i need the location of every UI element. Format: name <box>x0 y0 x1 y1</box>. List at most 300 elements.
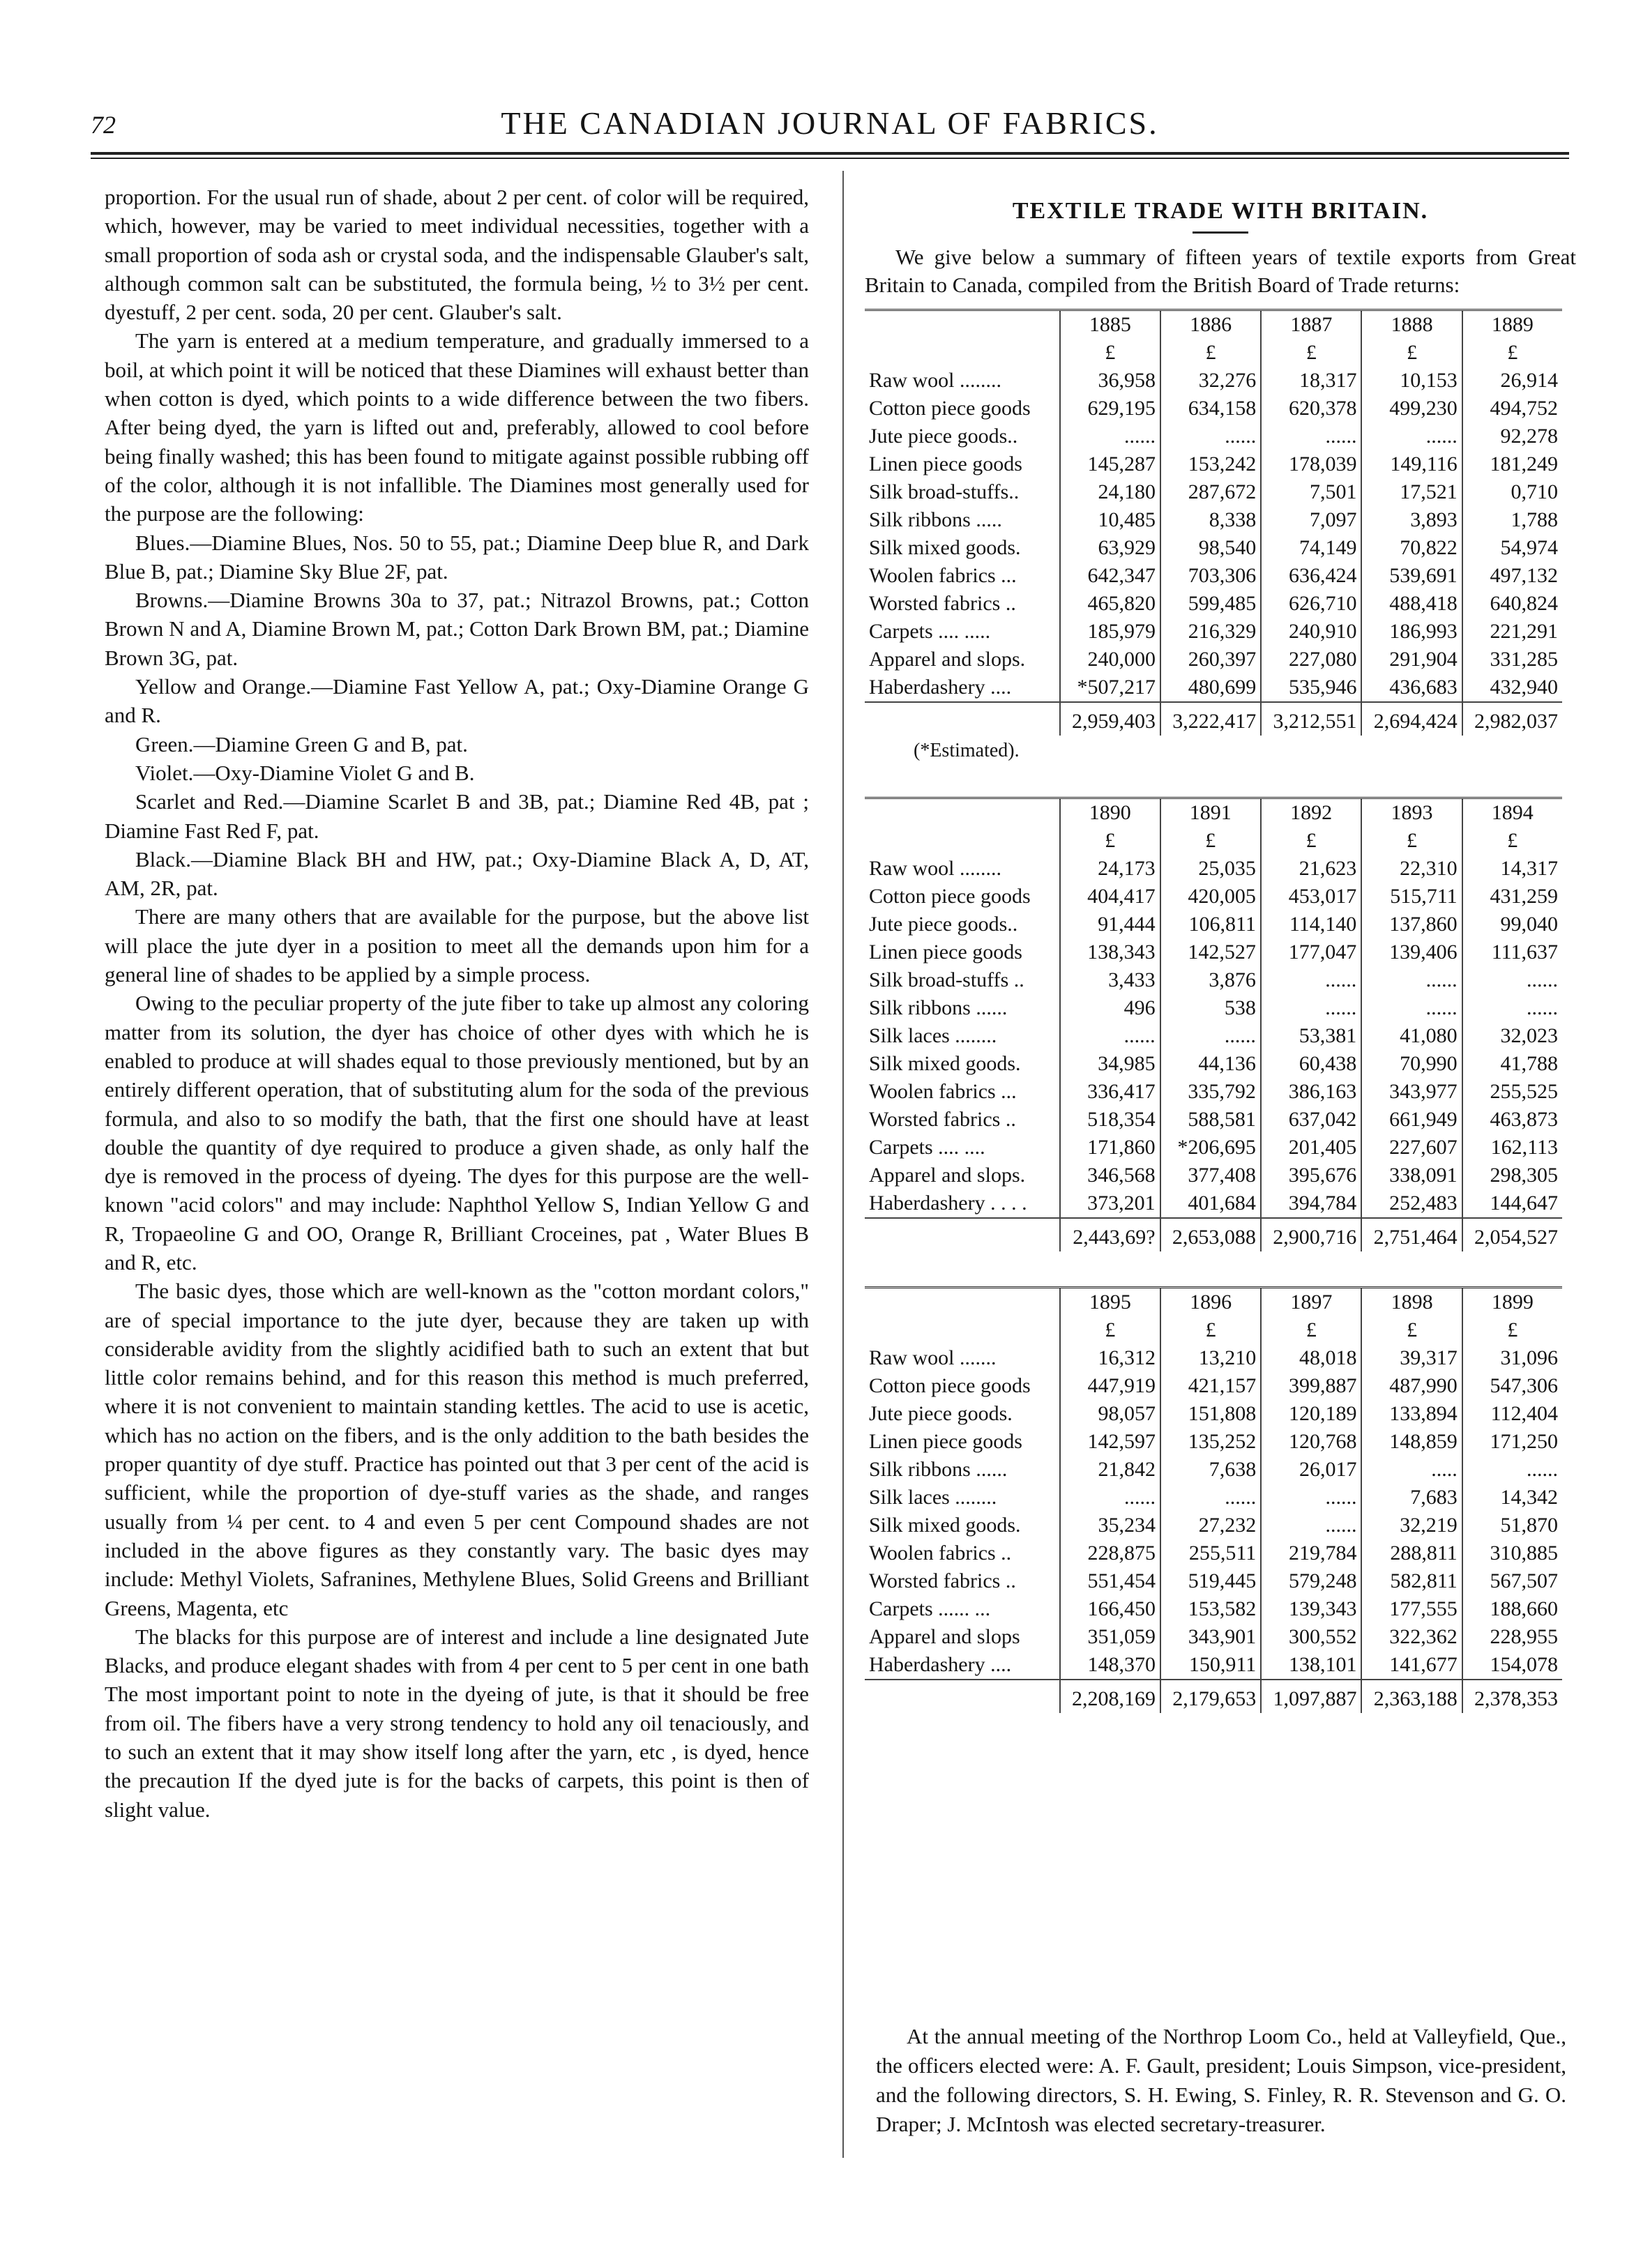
table-cell: 287,672 <box>1160 478 1261 506</box>
news-note-text: At the annual meeting of the Northrop Loom Co., held at Valleyfield, Que., the officers elected were: A. F. Gault, president; Louis Simpson, vice-president, and the following directors, S. H. Ewing, S. Finley, R. R. Stevenson and G. O. Draper; J. McIntosh was elected secretary-treasurer. <box>876 2024 1566 2136</box>
currency-symbol: £ <box>1160 1316 1261 1344</box>
table-row <box>865 506 1562 534</box>
table-cell: 139,343 <box>1261 1595 1361 1623</box>
table-cell: 432,940 <box>1462 673 1562 702</box>
table-cell: 227,607 <box>1361 1134 1462 1162</box>
table-cell: 496 <box>1060 994 1160 1022</box>
table-cell: 138,343 <box>1060 938 1160 966</box>
table-row <box>865 562 1562 590</box>
table-cell: 421,157 <box>1160 1372 1261 1400</box>
table-cell: 188,660 <box>1462 1595 1562 1623</box>
total-cell: 2,900,716 <box>1261 1218 1361 1251</box>
table-cell: 336,417 <box>1060 1078 1160 1106</box>
table-cell: 162,113 <box>1462 1134 1562 1162</box>
table-cell: 227,080 <box>1261 646 1361 673</box>
table-cell: 703,306 <box>1160 562 1261 590</box>
table-cell: 351,059 <box>1060 1623 1160 1651</box>
table-cell: 634,158 <box>1160 395 1261 423</box>
total-cell: 2,694,424 <box>1361 702 1462 736</box>
table-row <box>865 1050 1562 1078</box>
table-cell: *507,217 <box>1060 673 1160 702</box>
currency-symbol: £ <box>1160 339 1261 367</box>
table-cell: 404,417 <box>1060 883 1160 911</box>
table-cell: 228,955 <box>1462 1623 1562 1651</box>
currency-symbol: £ <box>1361 339 1462 367</box>
row-label: Haberdashery .... <box>869 676 1012 699</box>
row-label: Jute piece goods.. <box>869 425 1018 448</box>
currency-symbol: £ <box>1261 1316 1361 1344</box>
currency-symbol: £ <box>1060 339 1160 367</box>
dye-list-green: Green.—Diamine Green G and B, pat. <box>135 731 468 756</box>
trade-table <box>865 309 1562 736</box>
title-rule <box>1193 231 1248 234</box>
table-cell: 629,195 <box>1060 395 1160 423</box>
year-header: 1896 <box>1160 1288 1261 1317</box>
row-label: Worsted fabrics .. <box>869 1569 1016 1592</box>
table-cell: 91,444 <box>1060 911 1160 938</box>
table-cell: 25,035 <box>1160 855 1261 883</box>
totals-row <box>865 1680 1562 1713</box>
row-label: Haberdashery . . . . <box>869 1192 1027 1215</box>
table-cell: 518,354 <box>1060 1106 1160 1134</box>
table-cell: 98,540 <box>1160 534 1261 562</box>
year-header: 1886 <box>1160 310 1261 340</box>
table-cell: 114,140 <box>1261 911 1361 938</box>
table-cell: 32,219 <box>1361 1512 1462 1539</box>
table-cell: 0,710 <box>1462 478 1562 506</box>
row-label: Raw wool ........ <box>869 857 1001 880</box>
currency-row <box>865 827 1562 855</box>
year-header: 1885 <box>1060 310 1160 340</box>
currency-symbol: £ <box>1261 339 1361 367</box>
table-cell: ...... <box>1261 1484 1361 1512</box>
table-cell: 32,023 <box>1462 1022 1562 1050</box>
table-cell: 620,378 <box>1261 395 1361 423</box>
table-cell: 3,433 <box>1060 966 1160 994</box>
table-cell: 21,623 <box>1261 855 1361 883</box>
year-header: 1890 <box>1060 798 1160 828</box>
totals-row <box>865 702 1562 736</box>
table-cell: 186,993 <box>1361 618 1462 646</box>
table-cell: 240,910 <box>1261 618 1361 646</box>
table-cell: 219,784 <box>1261 1539 1361 1567</box>
trade-table <box>865 1286 1562 1713</box>
row-label: Woolen fabrics ... <box>869 1080 1017 1103</box>
table-cell: ...... <box>1462 966 1562 994</box>
table-cell: 181,249 <box>1462 450 1562 478</box>
table-row <box>865 911 1562 938</box>
table-cell: 228,875 <box>1060 1539 1160 1567</box>
row-label: Carpets .... ..... <box>869 620 991 643</box>
table-cell: 252,483 <box>1361 1189 1462 1218</box>
table-cell: 373,201 <box>1060 1189 1160 1218</box>
table-cell: 465,820 <box>1060 590 1160 618</box>
table-cell: 153,582 <box>1160 1595 1261 1623</box>
table-cell: 34,985 <box>1060 1050 1160 1078</box>
table-cell: 637,042 <box>1261 1106 1361 1134</box>
row-label: Linen piece goods <box>869 941 1022 964</box>
table-cell: 120,189 <box>1261 1400 1361 1428</box>
table-cell: 31,096 <box>1462 1344 1562 1372</box>
currency-symbol: £ <box>1361 1316 1462 1344</box>
table-cell: 7,638 <box>1160 1456 1261 1484</box>
table-cell: ...... <box>1462 1456 1562 1484</box>
table-cell: 338,091 <box>1361 1162 1462 1189</box>
table-cell: ...... <box>1361 966 1462 994</box>
table-cell: 640,824 <box>1462 590 1562 618</box>
table-cell: 32,276 <box>1160 367 1261 395</box>
table-cell: 395,676 <box>1261 1162 1361 1189</box>
table-row <box>865 994 1562 1022</box>
table-cell: 14,342 <box>1462 1484 1562 1512</box>
trade-table <box>865 797 1562 1251</box>
row-label: Silk laces ........ <box>869 1024 997 1047</box>
table-cell: 377,408 <box>1160 1162 1261 1189</box>
table-cell: 343,977 <box>1361 1078 1462 1106</box>
page-number: 72 <box>91 111 116 139</box>
table-cell: ...... <box>1160 1484 1261 1512</box>
table-cell: 17,521 <box>1361 478 1462 506</box>
row-label: Carpets .... .... <box>869 1136 985 1159</box>
table-cell: 401,684 <box>1160 1189 1261 1218</box>
table-cell: 137,860 <box>1361 911 1462 938</box>
table-cell: 153,242 <box>1160 450 1261 478</box>
table-cell: 343,901 <box>1160 1623 1261 1651</box>
table-footnote: (*Estimated). <box>914 740 1020 761</box>
currency-row <box>865 1316 1562 1344</box>
table-row <box>865 1078 1562 1106</box>
total-cell: 2,443,69? <box>1060 1218 1160 1251</box>
table-cell: 27,232 <box>1160 1512 1261 1539</box>
table-row <box>865 618 1562 646</box>
table-cell: 288,811 <box>1361 1539 1462 1567</box>
currency-symbol: £ <box>1160 827 1261 855</box>
table-cell: 599,485 <box>1160 590 1261 618</box>
table-cell: 300,552 <box>1261 1623 1361 1651</box>
table-cell: ...... <box>1160 423 1261 450</box>
row-label: Cotton piece goods <box>869 1374 1031 1397</box>
table-cell: 420,005 <box>1160 883 1261 911</box>
row-label: Haberdashery .... <box>869 1653 1012 1676</box>
table-cell: 98,057 <box>1060 1400 1160 1428</box>
header-blank-cell <box>865 798 1060 828</box>
table-cell: 8,338 <box>1160 506 1261 534</box>
table-cell: 16,312 <box>1060 1344 1160 1372</box>
table-cell: 519,445 <box>1160 1567 1261 1595</box>
table-cell: 240,000 <box>1060 646 1160 673</box>
page-header <box>91 105 1569 146</box>
table-cell: 24,173 <box>1060 855 1160 883</box>
table-row <box>865 1456 1562 1484</box>
row-label: Silk mixed goods. <box>869 1514 1021 1537</box>
table-cell: ...... <box>1060 423 1160 450</box>
row-label: Raw wool ....... <box>869 1346 997 1369</box>
currency-symbol: £ <box>1261 827 1361 855</box>
currency-symbol: £ <box>1361 827 1462 855</box>
table-cell: 48,018 <box>1261 1344 1361 1372</box>
currency-symbol: £ <box>1462 1316 1562 1344</box>
table-cell: 588,581 <box>1160 1106 1261 1134</box>
table-cell: 51,870 <box>1462 1512 1562 1539</box>
table-cell: ...... <box>1261 423 1361 450</box>
table-cell: 171,860 <box>1060 1134 1160 1162</box>
table-cell: 579,248 <box>1261 1567 1361 1595</box>
table-cell: ...... <box>1160 1022 1261 1050</box>
table-cell: 201,405 <box>1261 1134 1361 1162</box>
article-column-right <box>865 183 1576 1713</box>
table-row <box>865 1134 1562 1162</box>
row-label: Silk broad-stuffs .. <box>869 968 1024 991</box>
table-cell: 106,811 <box>1160 911 1261 938</box>
table-cell: 39,317 <box>1361 1344 1462 1372</box>
table-cell: 310,885 <box>1462 1539 1562 1567</box>
table-gap <box>865 1251 1576 1277</box>
dye-list-scarlet-red: Scarlet and Red.—Diamine Scarlet B and 3B, pat.; Diamine Red 4B, pat ; Diamine Fast Red F, pat. <box>105 789 809 843</box>
row-label: Jute piece goods.. <box>869 913 1018 936</box>
total-cell: 1,097,887 <box>1261 1680 1361 1713</box>
table-cell: 661,949 <box>1361 1106 1462 1134</box>
article-column-left <box>105 183 809 1824</box>
table-cell: 148,859 <box>1361 1428 1462 1456</box>
table-cell: 436,683 <box>1361 673 1462 702</box>
year-header: 1889 <box>1462 310 1562 340</box>
table-row <box>865 1189 1562 1218</box>
row-label: Carpets ...... ... <box>869 1597 991 1620</box>
table-cell: 22,310 <box>1361 855 1462 883</box>
section-title: TEXTILE TRADE WITH BRITAIN. <box>1012 198 1429 224</box>
row-label: Jute piece goods. <box>869 1402 1013 1425</box>
table-cell: 499,230 <box>1361 395 1462 423</box>
total-cell: 2,959,403 <box>1060 702 1160 736</box>
table-cell: 144,647 <box>1462 1189 1562 1218</box>
table-cell: 178,039 <box>1261 450 1361 478</box>
table-cell: 535,946 <box>1261 673 1361 702</box>
table-cell: 63,929 <box>1060 534 1160 562</box>
trade-tables <box>865 309 1576 1713</box>
table-cell: *206,695 <box>1160 1134 1261 1162</box>
table-cell: 133,894 <box>1361 1400 1462 1428</box>
table-cell: 7,097 <box>1261 506 1361 534</box>
currency-blank-cell <box>865 1316 1060 1344</box>
table-cell: 44,136 <box>1160 1050 1261 1078</box>
table-cell: 41,080 <box>1361 1022 1462 1050</box>
total-cell: 2,363,188 <box>1361 1680 1462 1713</box>
table-cell: 582,811 <box>1361 1567 1462 1595</box>
total-cell: 2,179,653 <box>1160 1680 1261 1713</box>
row-label: Silk laces ........ <box>869 1486 997 1509</box>
table-cell: 431,259 <box>1462 883 1562 911</box>
total-cell: 3,222,417 <box>1160 702 1261 736</box>
paragraph: The basic dyes, those which are well-known as the "cotton mordant colors," are of special importance to the jute dyer, because they are taken up with considerable avidity from the slightly acidified bath to such an extent that but little color remains behind, and for this reason this method is much preferred, where it is not convenient to maintain standing kettles. The acid to use is acetic, which has no action on the fibers, and is the only addition to the bath besides the proper quantity of dye stuff. Practice has pointed out that 3 per cent of the acid is sufficient, while the proportion of dye-stuff varies as the shade, and ranges usually from ¼ per cent. to 4 and even 5 per cent Compound shades are not included in the above figures as they constantly vary. The basic dyes may include: Methyl Violets, Safranines, Methylene Blues, Solid Greens and Brilliant Greens, Magenta, etc <box>105 1279 809 1620</box>
table-cell: 26,914 <box>1462 367 1562 395</box>
table-row <box>865 478 1562 506</box>
table-cell: 149,116 <box>1361 450 1462 478</box>
year-header: 1898 <box>1361 1288 1462 1317</box>
table-cell: 7,683 <box>1361 1484 1462 1512</box>
dye-list-browns: Browns.—Diamine Browns 30a to 37, pat.; Nitrazol Browns, pat.; Cotton Brown N and A, Diamine Brown M, pat.; Cotton Dark Brown BM, pat.; Diamine Brown 3G, pat. <box>105 588 809 670</box>
row-label: Woolen fabrics ... <box>869 564 1017 587</box>
year-header: 1887 <box>1261 310 1361 340</box>
table-cell: 1,788 <box>1462 506 1562 534</box>
table-row <box>865 423 1562 450</box>
table-cell: 453,017 <box>1261 883 1361 911</box>
table-cell: ...... <box>1060 1022 1160 1050</box>
currency-blank-cell <box>865 827 1060 855</box>
table-row <box>865 1344 1562 1372</box>
table-cell: 120,768 <box>1261 1428 1361 1456</box>
table-row <box>865 1162 1562 1189</box>
table-cell: ...... <box>1361 423 1462 450</box>
table-cell: 260,397 <box>1160 646 1261 673</box>
table-cell: 151,808 <box>1160 1400 1261 1428</box>
news-note <box>876 2022 1566 2139</box>
row-label: Apparel and slops. <box>869 648 1026 671</box>
table-cell: 3,876 <box>1160 966 1261 994</box>
currency-symbol: £ <box>1060 827 1160 855</box>
row-label: Woolen fabrics .. <box>869 1542 1012 1565</box>
table-cell: 138,101 <box>1261 1651 1361 1680</box>
paragraph: The yarn is entered at a medium temperature, and gradually immersed to a boil, at which point it will be noticed that these Diamines will exhaust better than when cotton is dyed, which points to a wide difference between the two fibers. After being dyed, the yarn is lifted out and, preferably, allowed to cool before being finally washed; this has been found to mitigate against possible rubbing off of the color, although it is not infallible. The Diamines most generally used for the purpose are the following: <box>105 328 809 526</box>
table-cell: 142,597 <box>1060 1428 1160 1456</box>
table-cell: 394,784 <box>1261 1189 1361 1218</box>
table-cell: 494,752 <box>1462 395 1562 423</box>
table-cell: 636,424 <box>1261 562 1361 590</box>
table-cell: 10,153 <box>1361 367 1462 395</box>
total-cell: 2,054,527 <box>1462 1218 1562 1251</box>
table-cell: 166,450 <box>1060 1595 1160 1623</box>
table-cell: 642,347 <box>1060 562 1160 590</box>
header-blank-cell <box>865 310 1060 340</box>
table-cell: 154,078 <box>1462 1651 1562 1680</box>
table-row <box>865 1567 1562 1595</box>
table-cell: 626,710 <box>1261 590 1361 618</box>
dye-list-yellow-orange: Yellow and Orange.—Diamine Fast Yellow A, pat.; Oxy-Diamine Orange G and R. <box>105 674 809 728</box>
table-cell: 322,362 <box>1361 1623 1462 1651</box>
table-cell: 399,887 <box>1261 1372 1361 1400</box>
running-title: THE CANADIAN JOURNAL OF FABRICS. <box>501 105 1159 141</box>
year-header: 1899 <box>1462 1288 1562 1317</box>
table-cell: 487,990 <box>1361 1372 1462 1400</box>
table-cell: 148,370 <box>1060 1651 1160 1680</box>
table-row <box>865 395 1562 423</box>
table-cell: 150,911 <box>1160 1651 1261 1680</box>
table-row <box>865 590 1562 618</box>
table-row <box>865 367 1562 395</box>
row-label: Worsted fabrics .. <box>869 592 1016 615</box>
header-blank-cell <box>865 1288 1060 1317</box>
table-cell: 70,822 <box>1361 534 1462 562</box>
table-row <box>865 450 1562 478</box>
table-cell: 177,555 <box>1361 1595 1462 1623</box>
year-header: 1895 <box>1060 1288 1160 1317</box>
table-row <box>865 534 1562 562</box>
paragraph: proportion. For the usual run of shade, about 2 per cent. of color will be required, which, however, may be varied to meet individual necessities, together with a small proportion of soda ash or crystal soda, and the indispensable Glauber's salt, although common salt can be substituted, the formula being, ½ to 3½ per cent. dyestuff, 2 per cent. soda, 20 per cent. Glauber's salt. <box>105 185 809 325</box>
table-cell: 221,291 <box>1462 618 1562 646</box>
table-cell: 26,017 <box>1261 1456 1361 1484</box>
totals-blank-cell <box>865 1680 1060 1713</box>
table-cell: 515,711 <box>1361 883 1462 911</box>
table-row <box>865 1595 1562 1623</box>
table-row <box>865 1372 1562 1400</box>
table-cell: 3,893 <box>1361 506 1462 534</box>
column-divider <box>842 171 844 2158</box>
table-cell: ...... <box>1261 966 1361 994</box>
table-cell: 298,305 <box>1462 1162 1562 1189</box>
row-label: Cotton piece goods <box>869 885 1031 908</box>
table-row <box>865 1484 1562 1512</box>
table-cell: 538 <box>1160 994 1261 1022</box>
table-cell: 13,210 <box>1160 1344 1261 1372</box>
year-header-row <box>865 310 1562 340</box>
table-cell: 335,792 <box>1160 1078 1261 1106</box>
row-label: Silk ribbons ..... <box>869 508 1002 531</box>
row-label: Silk mixed goods. <box>869 536 1021 559</box>
table-cell: 567,507 <box>1462 1567 1562 1595</box>
row-label: Worsted fabrics .. <box>869 1108 1016 1131</box>
table-cell: 177,047 <box>1261 938 1361 966</box>
table-row <box>865 1512 1562 1539</box>
table-cell: 145,287 <box>1060 450 1160 478</box>
year-header: 1891 <box>1160 798 1261 828</box>
year-header: 1897 <box>1261 1288 1361 1317</box>
table-cell: 74,149 <box>1261 534 1361 562</box>
currency-symbol: £ <box>1060 1316 1160 1344</box>
table-row <box>865 1428 1562 1456</box>
table-cell: ...... <box>1060 1484 1160 1512</box>
table-row <box>865 1400 1562 1428</box>
total-cell: 2,982,037 <box>1462 702 1562 736</box>
table-row <box>865 1539 1562 1567</box>
table-cell: ...... <box>1462 994 1562 1022</box>
row-label: Raw wool ........ <box>869 369 1001 392</box>
currency-blank-cell <box>865 339 1060 367</box>
dye-list-blues: Blues.—Diamine Blues, Nos. 50 to 55, pat.; Diamine Deep blue R, and Dark Blue B, pat.; Diamine Sky Blue 2F, pat. <box>105 530 809 584</box>
table-cell: 547,306 <box>1462 1372 1562 1400</box>
table-cell: 171,250 <box>1462 1428 1562 1456</box>
table-row <box>865 855 1562 883</box>
table-cell: 185,979 <box>1060 618 1160 646</box>
total-cell: 2,751,464 <box>1361 1218 1462 1251</box>
row-label: Silk broad-stuffs.. <box>869 480 1020 503</box>
year-header: 1892 <box>1261 798 1361 828</box>
table-cell: 24,180 <box>1060 478 1160 506</box>
year-header: 1893 <box>1361 798 1462 828</box>
table-cell: 346,568 <box>1060 1162 1160 1189</box>
table-cell: 463,873 <box>1462 1106 1562 1134</box>
paragraph: The blacks for this purpose are of interest and include a line designated Jute Blacks, and produce elegant shades with from 4 per cent to 5 per cent in one bath The most important point to note in the dyeing of jute, is that it should be free from oil. The fibers have a very strong tendency to hold any oil tenaciously, and to such an extent that it may show itself long after the yarn, etc , is dyed, hence the precaution If the dyed jute is for the backs of carpets, this point is then of slight value. <box>105 1624 809 1822</box>
row-label: Apparel and slops <box>869 1625 1020 1648</box>
header-rule <box>91 152 1569 155</box>
table-cell: ...... <box>1361 994 1462 1022</box>
year-header-row <box>865 1288 1562 1317</box>
row-label: Linen piece goods <box>869 1430 1022 1453</box>
table-cell: 111,637 <box>1462 938 1562 966</box>
totals-blank-cell <box>865 1218 1060 1251</box>
currency-row <box>865 339 1562 367</box>
table-cell: 60,438 <box>1261 1050 1361 1078</box>
row-label: Silk ribbons ...... <box>869 1458 1008 1481</box>
table-cell: ...... <box>1261 1512 1361 1539</box>
paragraph: There are many others that are available for the purpose, but the above list will place the jute dyer in a position to meet all the demands upon him for a general line of shades to be applied by a simple process. <box>105 904 809 987</box>
table-row <box>865 673 1562 702</box>
table-cell: 18,317 <box>1261 367 1361 395</box>
row-label: Silk mixed goods. <box>869 1052 1021 1075</box>
table-row <box>865 883 1562 911</box>
year-header: 1894 <box>1462 798 1562 828</box>
table-row <box>865 938 1562 966</box>
row-label: Apparel and slops. <box>869 1164 1026 1187</box>
header-rule-inner <box>91 158 1569 159</box>
